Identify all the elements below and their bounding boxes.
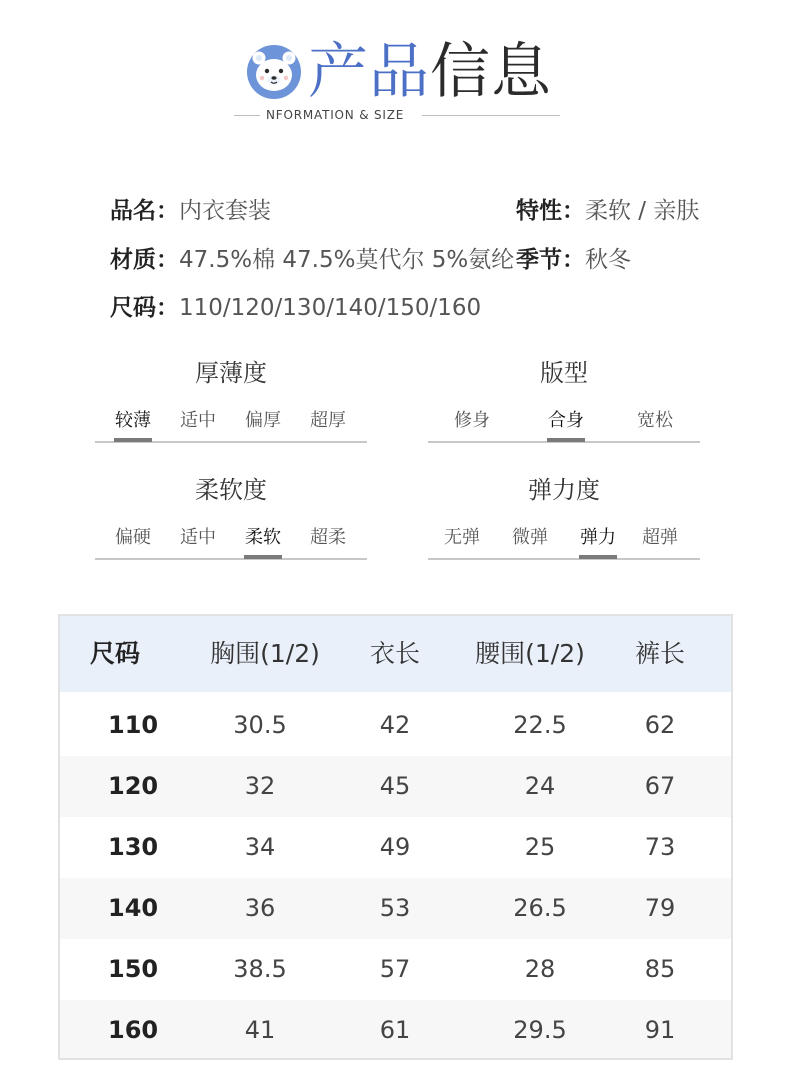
info-label: 品名 bbox=[110, 198, 156, 224]
scale-option: 超厚 bbox=[310, 410, 346, 431]
scale-option: 适中 bbox=[180, 410, 216, 431]
info-label: 季节 bbox=[516, 247, 562, 273]
table-cell: 57 bbox=[379, 955, 411, 983]
scale-selected-marker bbox=[547, 438, 585, 442]
table-cell: 42 bbox=[379, 711, 411, 739]
table-cell-size: 140 bbox=[108, 894, 159, 922]
table-cell: 22.5 bbox=[513, 711, 567, 739]
info-feature bbox=[516, 196, 699, 226]
table-cell: 38.5 bbox=[233, 955, 287, 983]
info-value: 秋冬 bbox=[585, 247, 631, 273]
table-cell: 53 bbox=[379, 894, 411, 922]
table-cell: 24 bbox=[524, 772, 556, 800]
scale-option: 偏硬 bbox=[115, 527, 151, 548]
info-product-name bbox=[110, 196, 271, 226]
table-cell: 85 bbox=[644, 955, 676, 983]
scale-option: 适中 bbox=[180, 527, 216, 548]
scale-option: 弹力 bbox=[580, 527, 616, 548]
table-cell: 41 bbox=[244, 1016, 276, 1044]
polar-bear-icon bbox=[246, 44, 302, 100]
table-cell-size: 110 bbox=[108, 711, 159, 739]
scale-option: 微弹 bbox=[512, 527, 548, 548]
table-cell-size: 120 bbox=[108, 772, 159, 800]
info-label: 尺码 bbox=[110, 295, 156, 321]
info-separator: ： bbox=[156, 247, 179, 273]
table-cell: 25 bbox=[524, 833, 556, 861]
info-value: 110/120/130/140/150/160 bbox=[179, 295, 482, 321]
info-size bbox=[110, 293, 481, 323]
table-cell: 73 bbox=[644, 833, 676, 861]
table-header-cell: 尺码 bbox=[90, 639, 141, 668]
scale-track bbox=[95, 558, 367, 560]
table-cell: 30.5 bbox=[233, 711, 287, 739]
table-row bbox=[60, 1000, 731, 1060]
table-row bbox=[60, 939, 731, 1000]
info-value: 内衣套装 bbox=[179, 198, 271, 224]
table-cell: 28 bbox=[524, 955, 556, 983]
size-table bbox=[58, 614, 733, 1060]
info-label: 材质 bbox=[110, 247, 156, 273]
page-title-main: 信息 bbox=[430, 37, 552, 107]
table-cell: 49 bbox=[379, 833, 411, 861]
scale-track bbox=[428, 558, 700, 560]
scale-option: 超柔 bbox=[310, 527, 346, 548]
scale-option: 超弹 bbox=[642, 527, 678, 548]
subtitle-divider-right bbox=[422, 115, 560, 116]
table-cell: 36 bbox=[244, 894, 276, 922]
scale-option: 偏厚 bbox=[245, 410, 281, 431]
info-season bbox=[516, 245, 631, 275]
info-separator: ： bbox=[156, 295, 179, 321]
table-cell: 79 bbox=[644, 894, 676, 922]
table-cell: 61 bbox=[379, 1016, 411, 1044]
scale-title: 柔软度 bbox=[195, 476, 267, 504]
page-title bbox=[308, 36, 552, 108]
info-separator: ： bbox=[156, 198, 179, 224]
table-row bbox=[60, 695, 731, 756]
scale-option: 宽松 bbox=[637, 410, 673, 431]
table-cell: 67 bbox=[644, 772, 676, 800]
table-row bbox=[60, 756, 731, 817]
info-value: 47.5%棉 47.5%莫代尔 5%氨纶 bbox=[179, 247, 515, 273]
info-material bbox=[110, 245, 514, 275]
scale-option: 较薄 bbox=[115, 410, 151, 431]
info-label: 特性 bbox=[516, 198, 562, 224]
table-cell: 62 bbox=[644, 711, 676, 739]
page-header bbox=[0, 0, 790, 140]
info-separator: ： bbox=[562, 198, 585, 224]
scale-selected-marker bbox=[244, 555, 282, 559]
table-header-cell: 腰围(1/2) bbox=[475, 639, 585, 668]
table-cell-size: 150 bbox=[108, 955, 159, 983]
info-value: 柔软 / 亲肤 bbox=[585, 198, 700, 224]
table-cell: 45 bbox=[379, 772, 411, 800]
scale-title: 版型 bbox=[540, 359, 588, 387]
table-header bbox=[60, 616, 731, 692]
scale-selected-marker bbox=[579, 555, 617, 559]
scale-option: 修身 bbox=[454, 410, 490, 431]
scale-option: 柔软 bbox=[245, 527, 281, 548]
subtitle-divider-left bbox=[234, 115, 260, 116]
table-cell-size: 130 bbox=[108, 833, 159, 861]
table-row bbox=[60, 878, 731, 939]
table-cell: 26.5 bbox=[513, 894, 567, 922]
table-cell-size: 160 bbox=[108, 1016, 159, 1044]
info-separator: ： bbox=[562, 247, 585, 273]
scale-option: 无弹 bbox=[444, 527, 480, 548]
table-header-cell: 胸围(1/2) bbox=[210, 639, 320, 668]
table-header-cell: 裤长 bbox=[634, 639, 685, 668]
table-cell: 29.5 bbox=[513, 1016, 567, 1044]
table-cell: 91 bbox=[644, 1016, 676, 1044]
table-header-cell: 衣长 bbox=[369, 639, 420, 668]
scale-title: 弹力度 bbox=[528, 476, 600, 504]
scale-title: 厚薄度 bbox=[195, 359, 267, 387]
scale-option: 合身 bbox=[548, 410, 584, 431]
page-subtitle: NFORMATION & SIZE bbox=[266, 108, 405, 122]
table-row bbox=[60, 817, 731, 878]
table-cell: 34 bbox=[244, 833, 276, 861]
scale-selected-marker bbox=[114, 438, 152, 442]
page-title-accent: 产品 bbox=[308, 37, 430, 107]
table-cell: 32 bbox=[244, 772, 276, 800]
